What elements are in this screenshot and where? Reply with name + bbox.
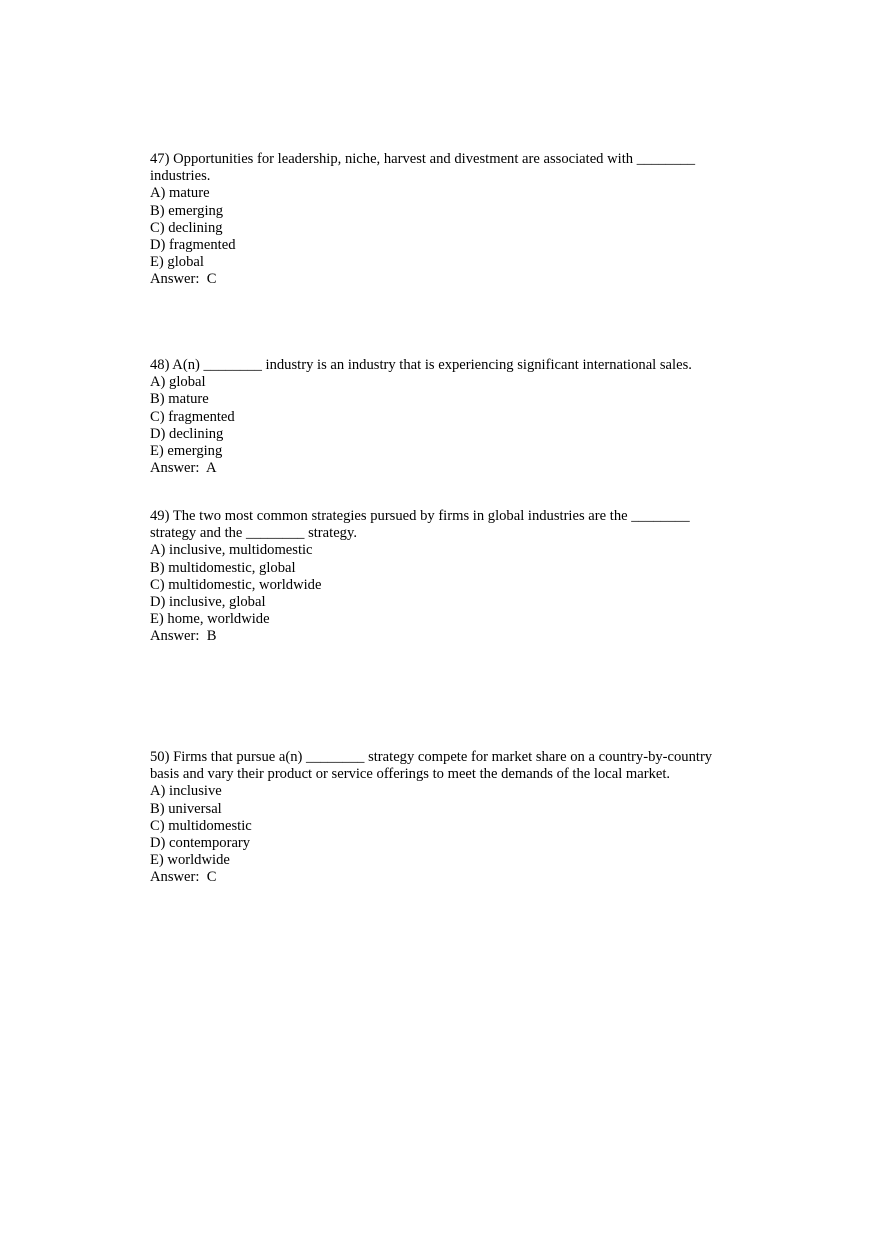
answer-line: Answer: C (150, 271, 217, 288)
question-stem-line: 47) Opportunities for leadership, niche, harvest and divestment are associated with ________ (150, 151, 696, 167)
question-stem-line: 48) A(n) ________ industry is an industry that is experiencing significant international sales. (150, 357, 692, 373)
answer-line: Answer: A (150, 460, 217, 477)
answer-line: Answer: C (150, 869, 217, 886)
option-a: A) global (150, 374, 206, 391)
option-e: E) worldwide (150, 852, 230, 869)
question-47 (150, 151, 740, 289)
option-c: C) multidomestic (150, 817, 252, 834)
option-c: C) fragmented (150, 408, 235, 425)
option-d: D) fragmented (150, 237, 236, 254)
question-50 (150, 749, 740, 887)
option-b: B) mature (150, 391, 209, 408)
option-b: B) multidomestic, global (150, 559, 296, 576)
option-c: C) declining (150, 219, 223, 236)
option-d: D) declining (150, 425, 224, 442)
option-e: E) global (150, 254, 204, 271)
option-a: A) inclusive (150, 783, 222, 800)
option-d: D) contemporary (150, 835, 251, 852)
question-stem-line: 50) Firms that pursue a(n) ________ strategy compete for market share on a country-by-country (150, 749, 713, 765)
option-a: A) mature (150, 185, 210, 202)
answer-line: Answer: B (150, 628, 217, 645)
option-e: E) home, worldwide (150, 611, 270, 628)
option-b: B) universal (150, 800, 222, 817)
question-49 (150, 508, 740, 646)
question-stem-line: strategy and the ________ strategy. (150, 525, 357, 542)
question-stem-line: 49) The two most common strategies pursued by firms in global industries are the ________ (150, 508, 690, 524)
option-d: D) inclusive, global (150, 594, 266, 611)
option-a: A) inclusive, multidomestic (150, 542, 313, 559)
option-b: B) emerging (150, 202, 224, 219)
question-48 (150, 357, 740, 477)
option-e: E) emerging (150, 443, 223, 460)
option-c: C) multidomestic, worldwide (150, 576, 322, 593)
question-stem-line: industries. (150, 168, 211, 185)
question-stem-line: basis and vary their product or service offerings to meet the demands of the local market. (150, 766, 671, 783)
